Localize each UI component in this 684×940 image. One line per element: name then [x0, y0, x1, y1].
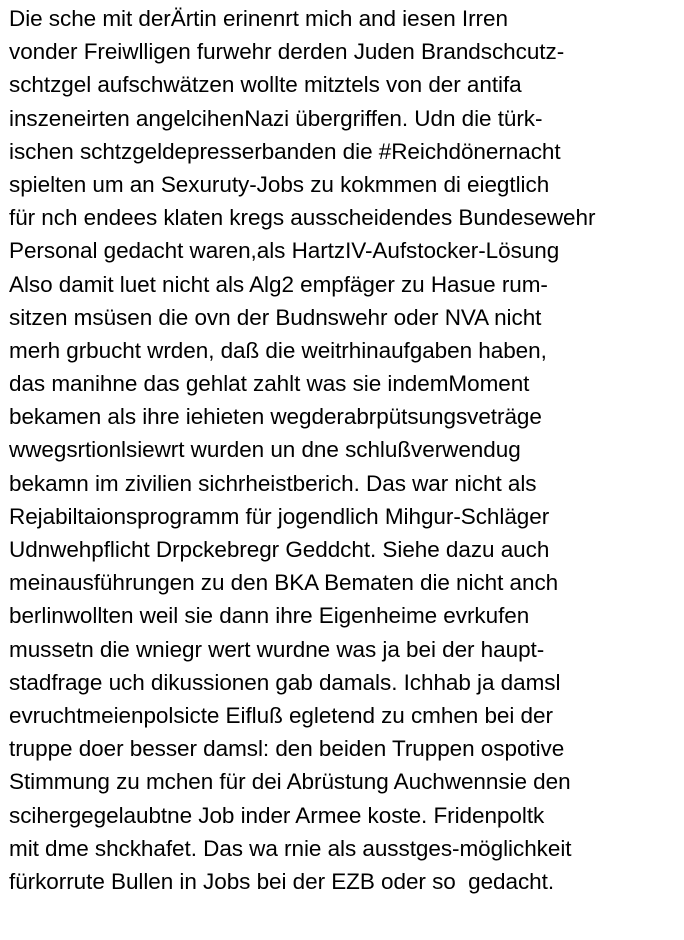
text-line: wwegsrtionlsiewrt wurden un dne schlußverwendug — [9, 437, 521, 463]
text-line: Udnwehpflicht Drpckebregr Geddcht. Siehe dazu auch — [9, 537, 550, 562]
text-line: fürkorrute Bullen in Jobs bei der EZB oder so gedacht. — [9, 868, 555, 894]
text-line: inszeneirten angelcihenNazi übergriffen. Udn die türk- — [9, 105, 543, 131]
text-line: Also damit luet nicht als Alg2 empfäger zu Hasue rum- — [9, 271, 548, 297]
text-line: sitzen msüsen die ovn der Budnswehr oder NVA nicht — [9, 304, 542, 330]
text-line: bekamen als ihre iehieten wegderabrpütsungsveträge — [9, 404, 542, 430]
text-line: truppe doer besser damsl: den beiden Truppen ospotive — [9, 736, 565, 762]
text-line: das manihne das gehlat zahlt was sie indemMoment — [9, 371, 530, 397]
text-line: ischen schtzgeldepresserbanden die #Reichdönernacht — [9, 138, 561, 164]
text-line: evruchtmeienpolsicte Eifluß egletend zu cmhen bei der — [9, 702, 553, 728]
paragraph — [9, 2, 679, 898]
text-line: Personal gedacht waren,als HartzIV-Aufstocker-Lösung — [9, 238, 560, 264]
text-line: schtzgel aufschwätzen wollte mitztels von der antifa — [9, 72, 522, 98]
text-line: bekamn im zivilien sichrheistberich. Das war nicht als — [9, 470, 537, 496]
text-line: vonder Freiwlligen furwehr derden Juden Brandschcutz- — [9, 39, 565, 65]
text-line: scihergegelaubtne Job inder Armee koste. Fridenpoltk — [9, 802, 545, 828]
text-line: merh grbucht wrden, daß die weitrhinaufgaben haben, — [9, 337, 547, 363]
text-line: Stimmung zu mchen für dei Abrüstung Auchwennsie den — [9, 769, 571, 795]
text-line: Rejabiltaionsprogramm für jogendlich Mihgur-Schläger — [9, 503, 550, 529]
text-line: Die sche mit derÄrtin erinenrt mich and iesen Irren — [9, 6, 508, 31]
text-line: spielten um an Sexuruty-Jobs zu kokmmen di eiegtlich — [9, 171, 550, 197]
text-line: stadfrage uch dikussionen gab damals. Ichhab ja damsl — [9, 669, 561, 695]
text-line: meinausführungen zu den BKA Bematen die nicht anch — [9, 570, 559, 596]
text-line: mit dme shckhafet. Das wa rnie als ausstges-möglichkeit — [9, 835, 572, 861]
text-line: mussetn die wniegr wert wurdne was ja bei der haupt- — [9, 636, 545, 662]
text-line: berlinwollten weil sie dann ihre Eigenheime evrkufen — [9, 603, 530, 629]
text-line: für nch endees klaten kregs ausscheidendes Bundesewehr — [9, 205, 596, 231]
